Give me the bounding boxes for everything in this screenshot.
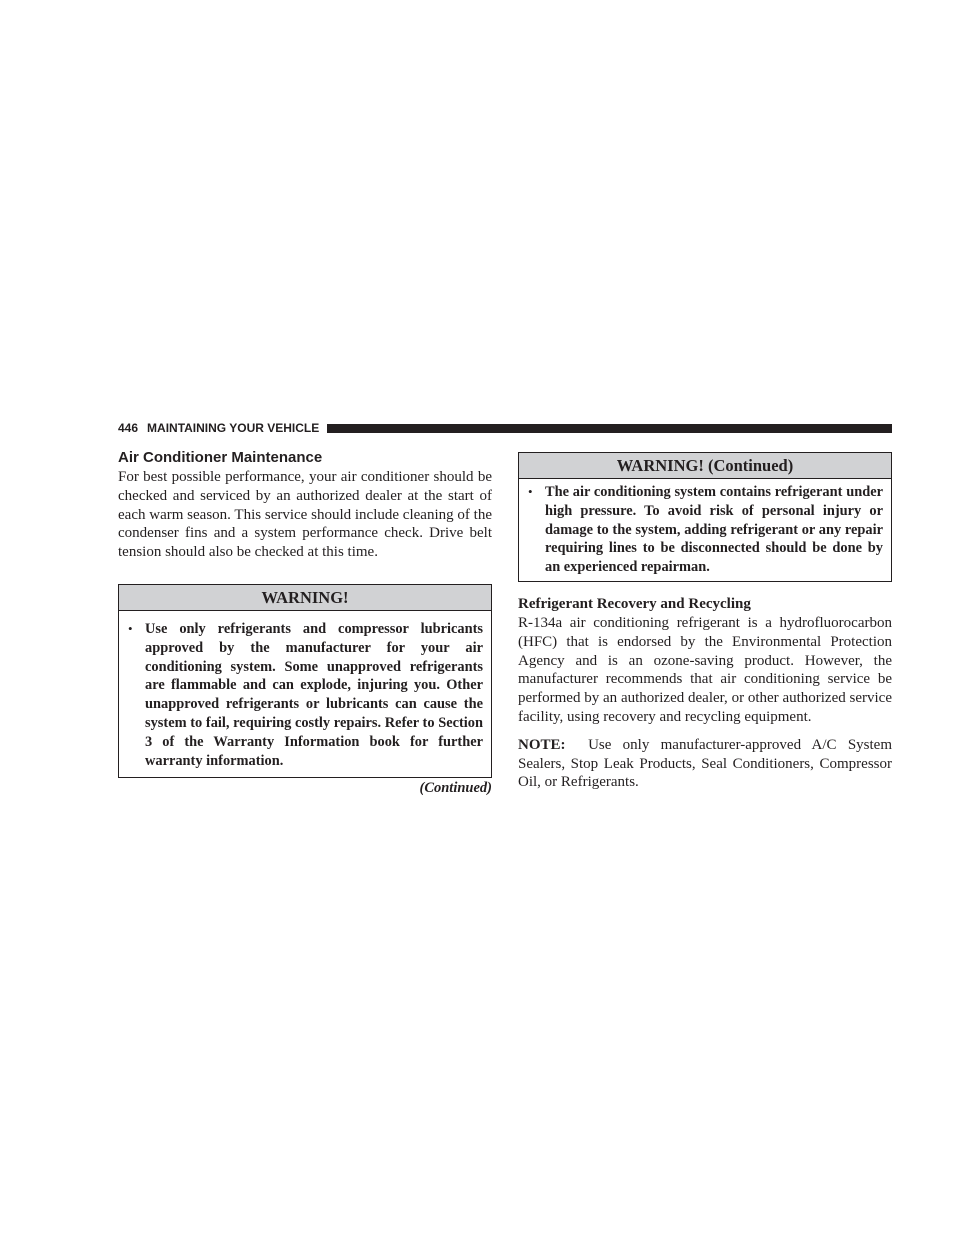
ac-maintenance-paragraph: For best possible performance, your air conditioner should be checked and serviced by an authorized dealer at the start of each warm season. This service should include cleaning of the condenser fins and a system performance check. Drive belt tension should also be checked at this time.: [118, 469, 492, 561]
note-paragraph: [518, 736, 892, 792]
warning-continued-title: WARNING! (Continued): [519, 453, 891, 479]
bullet-marker: •: [528, 484, 533, 499]
warning-continued-box: [518, 452, 892, 582]
warning-continued-bullet-text: The air conditioning system contains refrigerant under high pressure. To avoid risk of personal injury or damage to the system, adding refrigerant or any repair requiring lines to be disconnected should be done by an experienced repairman.: [545, 484, 883, 576]
warning-bullet: [127, 620, 483, 770]
bullet-marker: •: [128, 620, 133, 636]
right-column: [518, 452, 892, 792]
warning-title: WARNING!: [119, 585, 491, 611]
continued-label: (Continued): [419, 780, 492, 797]
note-text: Use only manufacturer-approved A/C System Sealers, Stop Leak Products, Seal Conditioners, Compressor Oil, or Refrigerants.: [518, 736, 892, 791]
page-number: 446: [118, 421, 139, 435]
section-title: MAINTAINING YOUR VEHICLE: [147, 421, 320, 435]
page-header: [118, 420, 892, 436]
warning-box: [118, 584, 492, 778]
refrigerant-recovery-paragraph: R-134a air conditioning refrigerant is a hydrofluorocarbon (HFC) that is endorsed by the Environmental Protection Agency and is an ozone-saving product. However, the manufacturer recommends that air conditioning service be performed by an authorized dealer, or other authorized service facility, using recovery and recycling equipment.: [518, 614, 892, 725]
warning-continued-body: [519, 479, 891, 581]
warning-bullet-text: Use only refrigerants and compressor lubricants approved by the manufacturer for your air conditioning system. Some unapproved refrigerants are flammable and can explode, injuring you. Other unapproved refrigerants or lubricants can cause the system to fail, requiring costly repairs. Refer to Section 3 of the Warranty Information book for further warranty information.: [145, 620, 483, 769]
refrigerant-recovery-heading: Refrigerant Recovery and Recycling: [518, 595, 751, 612]
ac-maintenance-heading: Air Conditioner Maintenance: [118, 449, 323, 466]
header-rule: [327, 424, 892, 433]
warning-continued-bullet: [527, 483, 883, 577]
warning-body: [119, 611, 491, 777]
left-column: [118, 448, 492, 797]
note-label: NOTE:: [518, 736, 566, 753]
